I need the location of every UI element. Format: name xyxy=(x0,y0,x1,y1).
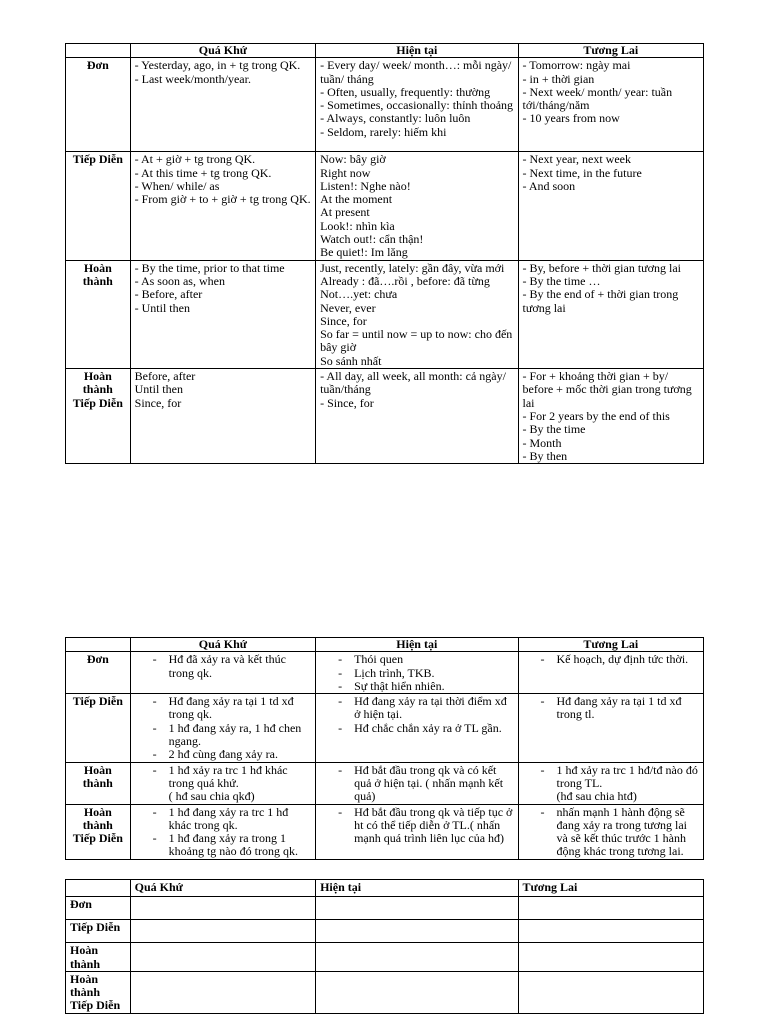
blank-practice-table xyxy=(65,879,704,1014)
table-row xyxy=(66,943,704,972)
header-future: Tương Lai xyxy=(518,880,703,897)
list-item: - Hđ đang xảy ra tại 1 td xđ trong tl. xyxy=(557,695,699,722)
empty-cell-past xyxy=(130,971,315,1013)
cell-line: - Tomorrow: ngày mai xyxy=(522,58,631,73)
cell-present xyxy=(316,652,518,694)
cell-line: - Yesterday, ago, in + tg trong QK. xyxy=(134,58,301,73)
cell-past xyxy=(130,804,315,859)
cell-line: - Every day/ week/ month…: mỗi ngày/ tuần/ tháng xyxy=(320,58,512,86)
table-row xyxy=(66,762,704,804)
cell-future xyxy=(518,369,703,464)
list-item: - Kế hoạch, dự định tức thời. xyxy=(557,653,699,666)
header-past: Quá Khứ xyxy=(130,44,315,58)
cell-present xyxy=(316,260,518,368)
cell-line: At the moment xyxy=(320,192,393,207)
list-item: - 1 hđ đang xảy ra, 1 hđ chen ngang. xyxy=(169,722,311,749)
cell-future xyxy=(518,58,703,152)
cell-line: - By, before + thời gian tương lai xyxy=(522,260,681,275)
cell-future xyxy=(518,152,703,260)
table-header-row xyxy=(66,880,704,897)
cell-line: - Since, for xyxy=(320,395,374,410)
list-item: - 1 hđ đang xảy ra trc 1 hđ khác trong qk. xyxy=(169,806,311,833)
cell-line: - Until then xyxy=(134,300,190,315)
cell-line: - For 2 years by the end of this xyxy=(522,408,670,423)
table-row xyxy=(66,58,704,152)
empty-cell-future xyxy=(518,897,703,920)
header-past: Quá Khứ xyxy=(130,638,315,652)
list-item: - Hđ đang xảy ra tại thời điểm xđ ở hiện tại. xyxy=(354,695,513,722)
list-item: - Lịch trình, TKB. xyxy=(354,667,513,680)
cell-past xyxy=(130,694,315,762)
cell-past xyxy=(130,369,315,464)
cell-present xyxy=(316,804,518,859)
cell-line: - Last week/month/year. xyxy=(134,71,251,86)
table-header-row xyxy=(66,44,704,58)
empty-cell-past xyxy=(130,920,315,943)
cell-present xyxy=(316,152,518,260)
cell-line: - Always, constantly: luôn luôn xyxy=(320,111,471,126)
table-row xyxy=(66,694,704,762)
row-label: Hoàn thành xyxy=(66,762,131,804)
row-label: Đơn xyxy=(66,897,131,920)
empty-cell-future xyxy=(518,971,703,1013)
cell-line: - By the time xyxy=(522,422,586,437)
row-label: Hoàn thành xyxy=(66,943,131,972)
cell-line: Just, recently, lately: gần đây, vừa mới xyxy=(320,260,505,275)
cell-line: - As soon as, when xyxy=(134,273,225,288)
cell-line: - Month xyxy=(522,435,562,450)
cell-line: Before, after xyxy=(134,369,196,384)
list-item: - Sự thật hiển nhiên. xyxy=(354,680,513,693)
row-label: Tiếp Diễn xyxy=(66,694,131,762)
cell-line: - Next time, in the future xyxy=(522,165,642,180)
cell-line: Until then xyxy=(134,382,183,397)
tense-time-markers-table xyxy=(65,43,704,464)
cell-line: - Next year, next week xyxy=(522,152,631,167)
cell-line: So sánh nhất xyxy=(320,353,382,368)
table-row xyxy=(66,652,704,694)
cell-line: Since, for xyxy=(134,395,182,410)
cell-line: Never, ever xyxy=(320,300,376,315)
cell-line: - Sometimes, occasionally: thỉnh thoảng xyxy=(320,98,514,113)
cell-future xyxy=(518,652,703,694)
table-header-row xyxy=(66,638,704,652)
table-row xyxy=(66,260,704,368)
empty-cell-present xyxy=(316,897,518,920)
cell-line: Look!: nhìn kìa xyxy=(320,218,395,233)
cell-present xyxy=(316,694,518,762)
empty-cell-past xyxy=(130,943,315,972)
cell-line: - All day, all week, all month: cả ngày/ tuần/tháng xyxy=(320,369,506,397)
cell-past xyxy=(130,652,315,694)
header-future: Tương Lai xyxy=(518,638,703,652)
cell-line: - By then xyxy=(522,448,568,463)
cell-line: - 10 years from now xyxy=(522,111,620,126)
cell-present xyxy=(316,762,518,804)
list-item: - Hđ bắt đầu trong qk và có kết quả ở hiện tại. ( nhấn mạnh kết quả) xyxy=(354,764,513,804)
table-row xyxy=(66,897,704,920)
cell-line: - Often, usually, frequently: thường xyxy=(320,84,491,99)
row-label: Hoàn thành xyxy=(66,260,131,368)
cell-future xyxy=(518,694,703,762)
cell-line: Be quiet!: Im lăng xyxy=(320,245,408,260)
cell-past xyxy=(130,152,315,260)
table-row xyxy=(66,152,704,260)
header-future: Tương Lai xyxy=(518,44,703,58)
list-item: - 1 hđ xảy ra trc 1 hđ khác trong quá khứ. ( hđ sau chia qkđ) xyxy=(169,764,311,804)
list-item: - Hđ chắc chắn xảy ra ở TL gần. xyxy=(354,722,513,735)
cell-line: Listen!: Nghe nào! xyxy=(320,178,411,193)
cell-future xyxy=(518,762,703,804)
empty-cell-future xyxy=(518,943,703,972)
empty-cell-present xyxy=(316,971,518,1013)
cell-line: - For + khoảng thời gian + by/ before + mốc thời gian trong tương lai xyxy=(522,369,692,410)
cell-future xyxy=(518,260,703,368)
cell-future xyxy=(518,804,703,859)
row-label: Hoàn thành Tiếp Diễn xyxy=(66,804,131,859)
list-item: - 1 hđ xảy ra trc 1 hđ/tđ nào đó trong TL. (hđ sau chia htđ) xyxy=(557,764,699,804)
cell-line: Right now xyxy=(320,165,371,180)
cell-past xyxy=(130,762,315,804)
empty-cell-present xyxy=(316,920,518,943)
cell-present xyxy=(316,58,518,152)
cell-line: Not….yet: chưa xyxy=(320,287,398,302)
cell-line: - And soon xyxy=(522,178,576,193)
table-row xyxy=(66,369,704,464)
list-item: - nhấn mạnh 1 hành động sẽ đang xảy ra trong tương lai và sẽ kết thúc trước 1 hành động khác trong tương lai. xyxy=(557,806,699,859)
row-label: Đơn xyxy=(66,652,131,694)
list-item: - 1 hđ đang xảy ra trong 1 khoảng tg nào đó trong qk. xyxy=(169,832,311,859)
cell-line: - Next week/ month/ year: tuần tới/tháng/năm xyxy=(522,84,673,113)
cell-line: - in + thời gian xyxy=(522,71,595,86)
row-label: Tiếp Diễn xyxy=(66,152,131,260)
cell-line: Already : đã….rồi , before: đã từng xyxy=(320,273,490,288)
empty-cell-future xyxy=(518,920,703,943)
cell-line: - Before, after xyxy=(134,287,203,302)
cell-line: - Seldom, rarely: hiếm khi xyxy=(320,124,447,139)
cell-present xyxy=(316,369,518,464)
empty-cell-past xyxy=(130,897,315,920)
header-corner xyxy=(66,880,131,897)
list-item: - Hđ đã xảy ra và kết thúc trong qk. xyxy=(169,653,311,680)
table-row xyxy=(66,971,704,1013)
cell-line: Watch out!: cẩn thận! xyxy=(320,232,424,247)
cell-line: So far = until now = up to now: cho đến bây giờ xyxy=(320,327,513,355)
cell-past xyxy=(130,260,315,368)
header-past: Quá Khứ xyxy=(130,880,315,897)
cell-line: Since, for xyxy=(320,313,367,328)
header-present: Hiện tại xyxy=(316,880,518,897)
cell-line: - When/ while/ as xyxy=(134,178,220,193)
tense-usage-table xyxy=(65,637,704,860)
header-corner xyxy=(66,638,131,652)
list-item: - Thói quen xyxy=(354,653,513,666)
row-label: Tiếp Diễn xyxy=(66,920,131,943)
cell-past xyxy=(130,58,315,152)
list-item: - 2 hđ cùng đang xảy ra. xyxy=(169,748,311,761)
table-row xyxy=(66,920,704,943)
cell-line: - By the time … xyxy=(522,273,601,288)
cell-line: At present xyxy=(320,205,370,220)
header-present: Hiện tại xyxy=(316,44,518,58)
cell-line: - From giờ + to + giờ + tg trong QK. xyxy=(134,192,311,207)
empty-cell-present xyxy=(316,943,518,972)
list-item: - Hđ đang xảy ra tại 1 td xđ trong qk. xyxy=(169,695,311,722)
header-corner xyxy=(66,44,131,58)
cell-line: - At this time + tg trong QK. xyxy=(134,165,272,180)
cell-line: - At + giờ + tg trong QK. xyxy=(134,152,256,167)
list-item: - Hđ bắt đầu trong qk và tiếp tục ở ht có thể tiếp diễn ở TL.( nhấn mạnh quá trình liên lục của hđ) xyxy=(354,806,513,846)
cell-line: - By the time, prior to that time xyxy=(134,260,285,275)
row-label: Hoàn thành Tiếp Diễn xyxy=(66,369,131,464)
header-present: Hiện tại xyxy=(316,638,518,652)
row-label: Hoàn thành Tiếp Diễn xyxy=(66,971,131,1013)
row-label: Đơn xyxy=(66,58,131,152)
cell-line: Now: bây giờ xyxy=(320,152,386,167)
table-row xyxy=(66,804,704,859)
cell-line: - By the end of + thời gian trong tương lai xyxy=(522,287,679,315)
